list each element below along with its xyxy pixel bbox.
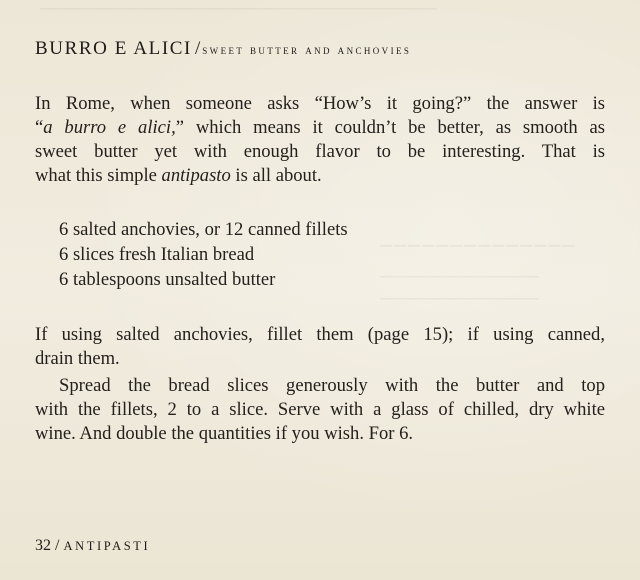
- intro-paragraph: [35, 92, 605, 188]
- page-footer: [35, 537, 150, 555]
- method-line: drain them.: [35, 348, 120, 369]
- bleed-through-texture: ────────────────: [380, 270, 539, 285]
- italic-word: antipasto: [161, 165, 231, 186]
- ingredient-item: 6 slices fresh Italian bread: [59, 244, 255, 265]
- bleed-through-texture: ──────────────: [380, 236, 577, 255]
- section-name: ANTIPASTI: [63, 539, 151, 553]
- recipe-title: BURRO E ALICI: [35, 38, 192, 59]
- method-paragraph: [35, 374, 605, 446]
- ingredient-item: 6 tablespoons unsalted butter: [59, 269, 276, 290]
- intro-line-pre: what this simple: [35, 165, 162, 186]
- method-line: with the fillets, 2 to a slice. Serve with a glass of chilled, dry white: [35, 399, 605, 420]
- method-paragraph: [35, 323, 605, 371]
- recipe-subtitle: sweet butter and anchovies: [202, 42, 412, 57]
- intro-line: In Rome, when someone asks “How’s it going?” the answer is: [35, 93, 605, 114]
- quote-close: ”: [175, 117, 184, 138]
- intro-line: sweet butter yet with enough flavor to be interesting. That is: [35, 141, 605, 162]
- quote-open: “: [35, 117, 44, 138]
- footer-separator: /: [55, 537, 60, 554]
- intro-line: [35, 116, 605, 140]
- ingredient-item: 6 salted anchovies, or 12 canned fillets: [59, 219, 348, 240]
- ingredient-list: [59, 218, 559, 293]
- intro-line: [35, 164, 605, 188]
- italic-phrase: a burro e alici,: [43, 117, 176, 138]
- intro-line-post: is all about.: [230, 165, 322, 186]
- method-line: Spread the bread slices generously with the butter and top: [59, 375, 605, 396]
- method-line: wine. And double the quantities if you wish. For 6.: [35, 423, 414, 444]
- intro-line-rest: which means it couldn’t be better, as smooth as: [183, 117, 605, 138]
- recipe-heading: [35, 38, 625, 60]
- bleed-through-texture: ────────────────: [380, 292, 539, 307]
- heading-separator: /: [194, 38, 201, 59]
- page-number: 32: [35, 537, 51, 554]
- method-line: If using salted anchovies, fillet them (page 15); if using canned,: [35, 324, 605, 345]
- bleed-through-texture: ​────────────────────────────────────────: [40, 2, 437, 17]
